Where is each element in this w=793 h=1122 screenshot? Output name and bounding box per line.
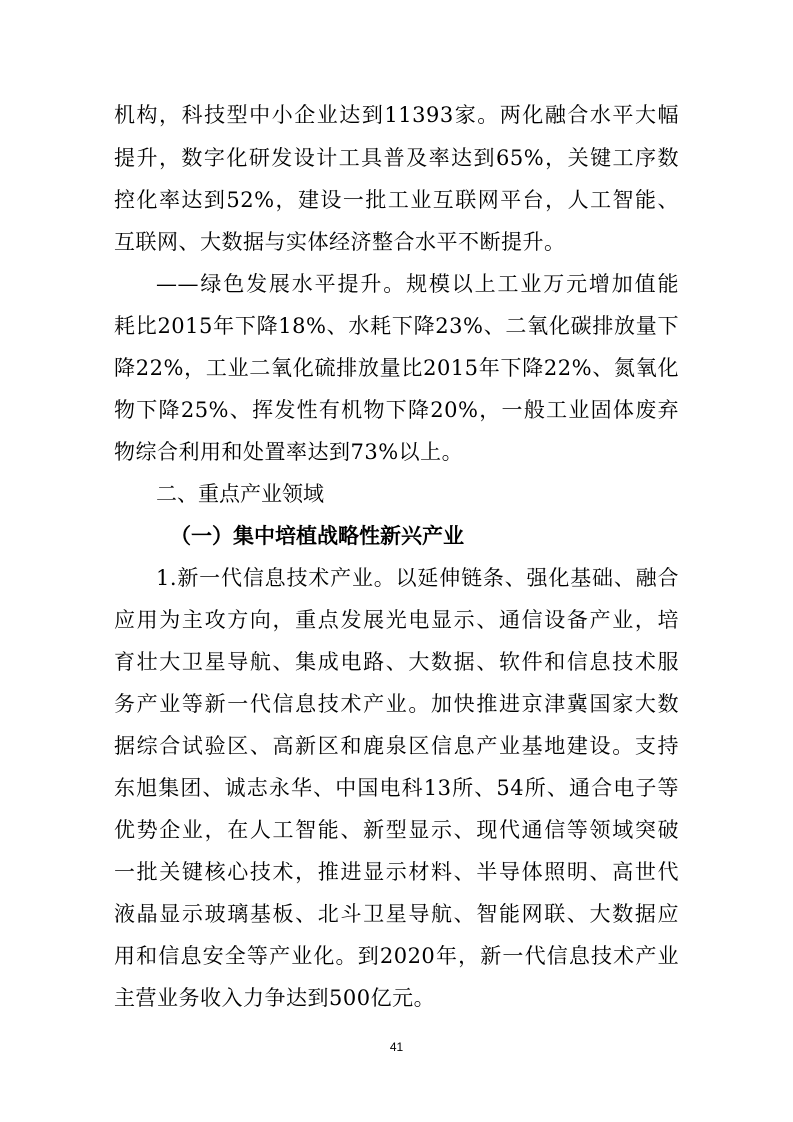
section-heading: 二、重点产业领域: [156, 482, 324, 506]
paragraph-2-line-2: 耗比2015年下降18%、水耗下降23%、二氧化碳排放量下: [114, 314, 679, 338]
paragraph-1-line-4: 互联网、大数据与实体经济整合水平不断提升。: [114, 230, 566, 254]
paragraph-2-line-5: 物综合利用和处置率达到73%以上。: [114, 440, 464, 464]
paragraph-1-line-3: 控化率达到52%，建设一批工业互联网平台，人工智能、: [114, 188, 679, 212]
page-number: 41: [389, 1040, 404, 1054]
paragraph-3-line-2: 应用为主攻方向，重点发展光电显示、通信设备产业，培: [114, 608, 679, 632]
paragraph-1-line-1: 机构，科技型中小企业达到11393家。两化融合水平大幅: [114, 103, 679, 127]
paragraph-3-line-5: 据综合试验区、高新区和鹿泉区信息产业基地建设。支持: [114, 734, 679, 758]
paragraph-3-line-9: 液晶显示玻璃基板、北斗卫星导航、智能网联、大数据应: [114, 902, 679, 926]
paragraph-2-line-1: ——绿色发展水平提升。规模以上工业万元增加值能: [156, 272, 679, 296]
paragraph-2-line-3: 降22%，工业二氧化硫排放量比2015年下降22%、氮氧化: [114, 356, 679, 380]
paragraph-3-line-6: 东旭集团、诚志永华、中国电科13所、54所、通合电子等: [114, 776, 679, 800]
paragraph-3-line-7: 优势企业，在人工智能、新型显示、现代通信等领域突破: [114, 818, 679, 842]
paragraph-3-line-3: 育壮大卫星导航、集成电路、大数据、软件和信息技术服: [114, 650, 679, 674]
paragraph-3-line-1: 1.新一代信息技术产业。以延伸链条、强化基础、融合: [156, 566, 679, 590]
subsection-heading: （一）集中培植战略性新兴产业: [170, 523, 464, 548]
paragraph-2-line-4: 物下降25%、挥发性有机物下降20%，一般工业固体废弃: [114, 398, 679, 422]
paragraph-3-line-4: 务产业等新一代信息技术产业。加快推进京津冀国家大数: [114, 692, 679, 716]
paragraph-1-line-2: 提升，数字化研发设计工具普及率达到65%，关键工序数: [114, 146, 679, 170]
paragraph-3-line-10: 用和信息安全等产业化。到2020年，新一代信息技术产业: [114, 944, 679, 968]
paragraph-3-line-11: 主营业务收入力争达到500亿元。: [114, 986, 436, 1010]
paragraph-3-line-8: 一批关键核心技术，推进显示材料、半导体照明、高世代: [114, 860, 679, 884]
